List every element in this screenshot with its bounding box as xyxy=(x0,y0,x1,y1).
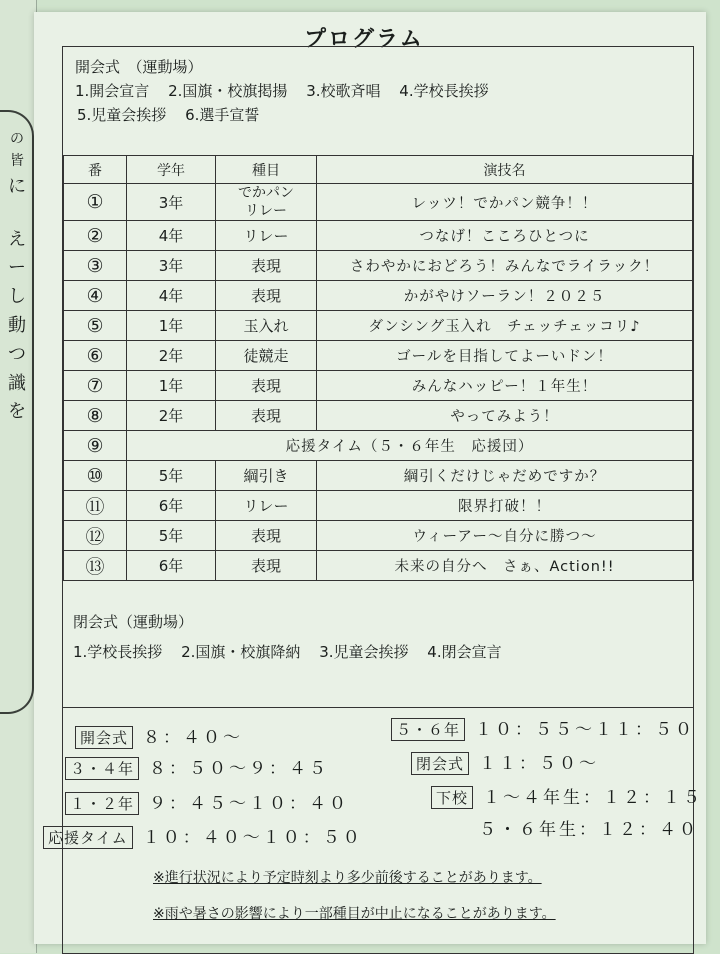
schedule-right-1 xyxy=(411,749,599,775)
schedule-time: １０：５５～１１：５０ xyxy=(475,720,696,740)
adjacent-page xyxy=(0,0,37,953)
opening-item: 6.選手宣誓 xyxy=(185,106,260,124)
row-title: ゴールを目指してよーいドン！ xyxy=(317,341,693,371)
opening-ceremony xyxy=(75,55,503,127)
closing-item: 1.学校長挨拶 xyxy=(73,643,163,661)
row-number: ⑩ xyxy=(64,461,127,491)
opening-heading: 開会式 （運動場） xyxy=(75,58,203,76)
row-grade: 4年 xyxy=(127,281,216,311)
table-header-row xyxy=(64,156,693,184)
row-event: 表現 xyxy=(216,551,317,581)
row-event: でかパン リレー xyxy=(216,184,317,221)
closing-item: 3.児童会挨拶 xyxy=(319,643,409,661)
schedule-left-0 xyxy=(75,723,243,749)
program-sheet xyxy=(34,12,706,944)
row-number: ② xyxy=(64,221,127,251)
fragment: に xyxy=(8,175,26,197)
table-row xyxy=(64,221,693,251)
schedule-time: ８：４０～ xyxy=(143,728,244,748)
row-grade: 1年 xyxy=(127,371,216,401)
row-number: ⑦ xyxy=(64,371,127,401)
schedule-label: ５・６年 xyxy=(391,718,465,741)
schedule-time: １１：５０～ xyxy=(479,754,600,774)
adjacent-page-text xyxy=(4,128,30,427)
row-grade: 1年 xyxy=(127,311,216,341)
row-event: リレー xyxy=(216,491,317,521)
row-grade: 4年 xyxy=(127,221,216,251)
program-rows xyxy=(64,184,693,581)
closing-items xyxy=(73,637,516,667)
row-event: 表現 xyxy=(216,371,317,401)
row-title: 未来の自分へ さぁ、Action!! xyxy=(317,551,693,581)
schedule-right-0 xyxy=(391,715,695,741)
opening-items-row2 xyxy=(77,103,503,127)
table-row xyxy=(64,431,693,461)
header-grade: 学年 xyxy=(127,156,216,184)
row-title: やってみよう！ xyxy=(317,401,693,431)
schedule-left-2 xyxy=(65,789,349,815)
closing-item: 2.国旗・校旗降納 xyxy=(181,643,301,661)
table-row xyxy=(64,251,693,281)
table-row xyxy=(64,491,693,521)
fragment: し xyxy=(8,286,26,308)
schedule-label: ３・４年 xyxy=(65,757,139,780)
opening-items-row1 xyxy=(75,79,503,103)
table-row xyxy=(64,461,693,491)
closing-heading: 閉会式（運動場） xyxy=(73,613,194,631)
note-1: ※進行状況により予定時刻より多少前後することがあります。 xyxy=(153,870,542,886)
fragment: を xyxy=(8,401,26,423)
row-title: さわやかにおどろう！みんなでライラック！ xyxy=(317,251,693,281)
header-title: 演技名 xyxy=(317,156,693,184)
schedule-label: 開会式 xyxy=(75,726,133,749)
row-grade: 5年 xyxy=(127,521,216,551)
row-grade: 6年 xyxy=(127,551,216,581)
row-event: 綱引き xyxy=(216,461,317,491)
fragment: ー xyxy=(8,257,26,279)
row-event: 表現 xyxy=(216,251,317,281)
schedule-label: 下校 xyxy=(431,786,473,809)
row-title: レッツ！でかパン競争！！ xyxy=(317,184,693,221)
schedule-time: ９：４５～１０：４０ xyxy=(149,794,350,814)
row-grade: 5年 xyxy=(127,461,216,491)
row-number: ⑧ xyxy=(64,401,127,431)
row-number: ⑪ xyxy=(64,491,127,521)
schedule-left-1 xyxy=(65,754,329,780)
row-event: 徒競走 xyxy=(216,341,317,371)
fragment: え xyxy=(8,228,26,250)
opening-item: 2.国旗・校旗掲揚 xyxy=(168,82,288,100)
row-number: ① xyxy=(64,184,127,221)
schedule-right-3 xyxy=(479,815,699,840)
row-title: かがやけソーラン！２０２５ xyxy=(317,281,693,311)
fragment: の皆 xyxy=(10,131,24,170)
row-grade: 2年 xyxy=(127,401,216,431)
row-number: ⑬ xyxy=(64,551,127,581)
table-row xyxy=(64,281,693,311)
row-number: ⑨ xyxy=(64,431,127,461)
schedule-time: ８：５０～９：４５ xyxy=(149,759,330,779)
row-number: ⑤ xyxy=(64,311,127,341)
schedule-time: １～４年生：１２：１５ xyxy=(483,788,704,808)
row-number: ③ xyxy=(64,251,127,281)
row-number: ④ xyxy=(64,281,127,311)
schedule-label: １・２年 xyxy=(65,792,139,815)
opening-item: 1.開会宣言 xyxy=(75,82,150,100)
schedule-divider xyxy=(63,707,693,708)
page-title: プログラム xyxy=(304,27,424,52)
schedule-time: ５・６年生：１２：４０ xyxy=(479,820,699,840)
opening-item: 3.校歌斉唱 xyxy=(306,82,381,100)
schedule-label: 閉会式 xyxy=(411,752,469,775)
row-number: ⑫ xyxy=(64,521,127,551)
table-row xyxy=(64,184,693,221)
row-grade: 3年 xyxy=(127,251,216,281)
row-title: 限界打破！！ xyxy=(317,491,693,521)
header-number: 番 xyxy=(64,156,127,184)
row-title: みんなハッピー！１年生！ xyxy=(317,371,693,401)
fragment: つ xyxy=(8,343,26,365)
row-event: 表現 xyxy=(216,401,317,431)
row-merged-title: 応援タイム（５・６年生 応援団） xyxy=(127,431,693,461)
fragment: 識 xyxy=(8,372,26,394)
row-grade: 6年 xyxy=(127,491,216,521)
header-event: 種目 xyxy=(216,156,317,184)
closing-item: 4.閉会宣言 xyxy=(427,643,502,661)
row-grade: 3年 xyxy=(127,184,216,221)
table-row xyxy=(64,311,693,341)
row-event: 表現 xyxy=(216,281,317,311)
schedule-right-2 xyxy=(431,783,703,809)
row-number: ⑥ xyxy=(64,341,127,371)
row-event: リレー xyxy=(216,221,317,251)
schedule-label: 応援タイム xyxy=(43,826,133,849)
row-title: つなげ！こころひとつに xyxy=(317,221,693,251)
row-grade: 2年 xyxy=(127,341,216,371)
table-row xyxy=(64,521,693,551)
table-row xyxy=(64,551,693,581)
table-row xyxy=(64,371,693,401)
table-row xyxy=(64,341,693,371)
table-row xyxy=(64,401,693,431)
closing-ceremony xyxy=(73,607,516,667)
note-2: ※雨や暑さの影響により一部種目が中止になることがあります。 xyxy=(153,906,556,922)
row-event: 表現 xyxy=(216,521,317,551)
program-frame xyxy=(48,46,704,954)
row-title: ダンシング玉入れ チェッチェッコリ♪ xyxy=(317,311,693,341)
opening-item: 4.学校長挨拶 xyxy=(399,82,489,100)
row-event: 玉入れ xyxy=(216,311,317,341)
fragment: 動 xyxy=(8,314,26,336)
opening-item: 5.児童会挨拶 xyxy=(77,106,167,124)
schedule-time: １０：４０～１０：５０ xyxy=(142,828,363,848)
row-title: 綱引くだけじゃだめですか？ xyxy=(317,461,693,491)
schedule-left-3 xyxy=(43,823,363,849)
program-table xyxy=(63,155,693,581)
row-title: ウィーアー～自分に勝つ～ xyxy=(317,521,693,551)
